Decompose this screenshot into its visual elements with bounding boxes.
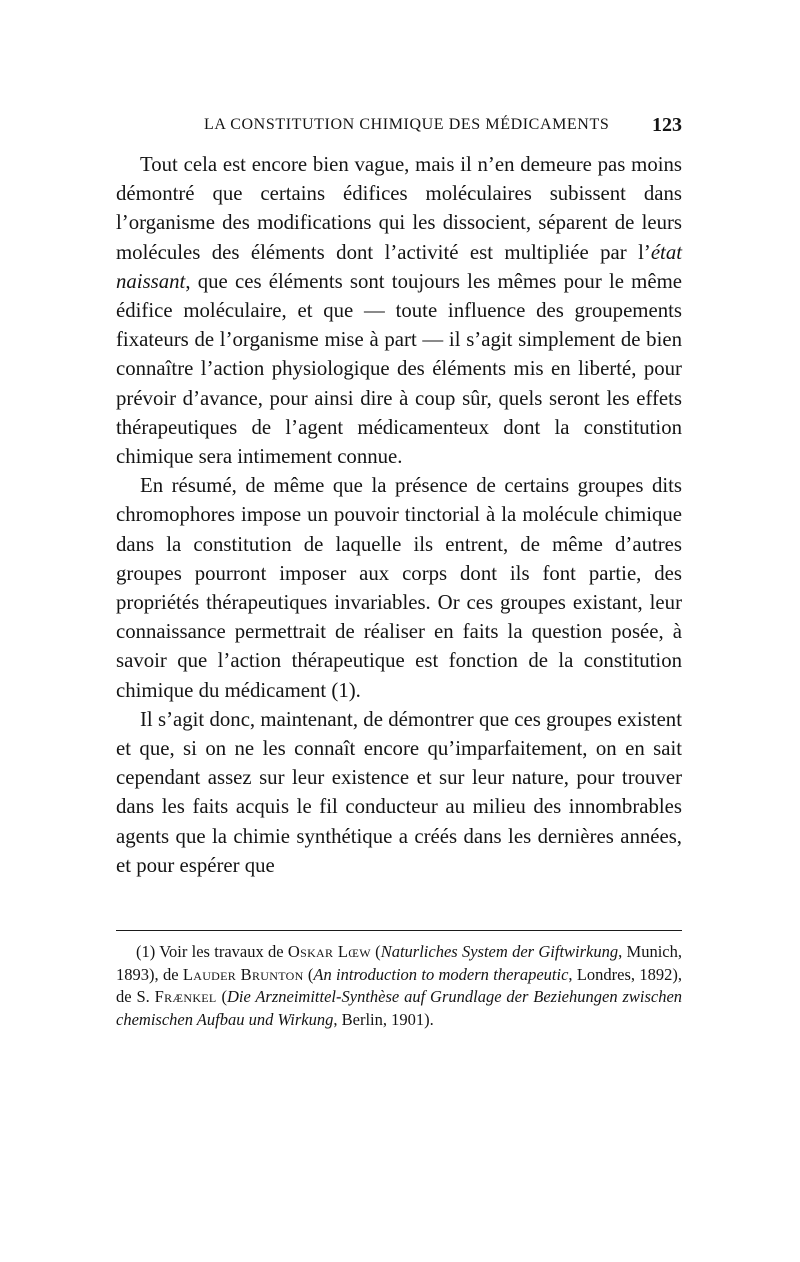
footnote-title-2: An introduction to modern therapeutic — [313, 964, 569, 984]
paragraph-2: En résumé, de même que la présence de certains groupes dits chromophores impose un pouvoir tinctorial à la molécule chimique dans la constitution de laquelle ils entrent, de même d’autres groupes pourront imposer aux corps dont ils font partie, des propriétés thérapeutiques invariables. Or ces groupes existant, leur connaissance permettrait de réaliser en faits la question posée, à savoir que l’action thérapeutique est fonction de la constitution chimique du médicament (1). — [116, 474, 682, 702]
footnote-text-5: , Londres, 1892), de S. — [116, 964, 682, 1006]
footnote-text-2: ( — [370, 942, 381, 961]
page-number: 123 — [652, 114, 682, 136]
footnote-text-1: (1) Voir les travaux de — [136, 942, 288, 961]
paragraph-1-text-a: Tout cela est encore bien vague, mais il n’en demeure pas moins démontré que certains édifices moléculaires subissent dans l’organisme des modifications qui les dissocient, séparent de leurs molécules des éléments dont l’activité est multipliée par l’ — [116, 153, 682, 264]
paragraph-1-italic: état naissant — [116, 240, 682, 293]
footnote-text-7: , Berlin, 1901). — [333, 1009, 434, 1029]
footnote-author-2: Lauder Brunton — [182, 964, 304, 984]
footnote-title-1: Naturliches System der Giftwirkung — [380, 942, 619, 961]
footnote-text-4: ( — [303, 964, 314, 984]
paragraph-1 — [116, 150, 682, 471]
footnote-rule — [116, 930, 682, 931]
footnote-author-3: Frænkel — [154, 987, 217, 1006]
footnote — [116, 941, 682, 1031]
footnote-author-1: Oskar Lœw — [287, 942, 371, 961]
body-text — [116, 150, 682, 880]
paragraph-3: Il s’agit donc, maintenant, de démontrer que ces groupes existent et que, si on ne les connaît encore qu’imparfaitement, on en sait cependant assez sur leur existence et sur leur nature, pour trouver dans les faits acquis le fil conducteur au milieu des innombrables agents que la chimie synthétique a créés dans les dernières années, et pour espérer que — [116, 707, 682, 877]
paragraph-1-text-b: , que ces éléments sont toujours les mêmes pour le même édifice moléculaire, et que — toute influence des groupements fixateurs de l’organisme mise à part — il s’agit simplement de bien connaître l’action physiologique des éléments mis en liberté, pour prévoir d’avance, pour ainsi dire à coup sûr, quels seront les effets thérapeutiques de l’agent médicamenteux dont la constitution chimique sera intimement connue. — [116, 269, 682, 469]
footnote-text-3: , Munich, 1893), de — [116, 942, 682, 984]
running-title: LA CONSTITUTION CHIMIQUE DES MÉDICAMENTS — [204, 116, 610, 133]
running-head — [116, 114, 682, 138]
footnote-text-6: ( — [216, 987, 227, 1006]
footnote-title-3: Die Arzneimittel-Synthèse auf Grundlage der Beziehungen zwischen chemischen Aufbau und Wirkung — [116, 987, 683, 1029]
